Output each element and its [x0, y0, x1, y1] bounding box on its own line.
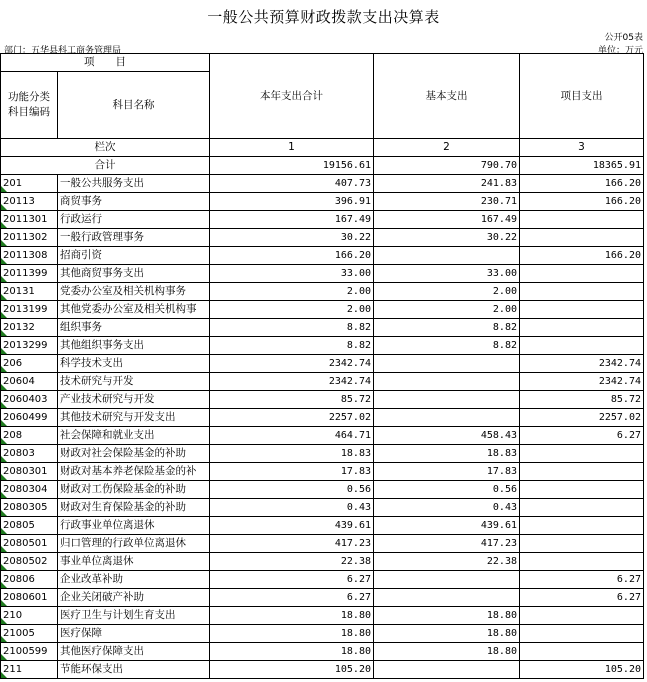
row-project: 2342.74: [520, 355, 644, 373]
row-code: 206: [1, 355, 58, 373]
row-name: 其他医疗保障支出: [58, 643, 210, 661]
table-row: [1, 625, 644, 643]
row-name: 财政对生育保险基金的补助: [58, 499, 210, 517]
row-code: 2080304: [1, 481, 58, 499]
table-row: [1, 661, 644, 679]
col-project-header: 项目支出: [520, 54, 644, 139]
row-code: 2100599: [1, 643, 58, 661]
row-name: 招商引资: [58, 247, 210, 265]
table-row: [1, 571, 644, 589]
row-name: 一般公共服务支出: [58, 175, 210, 193]
row-code: 2080502: [1, 553, 58, 571]
row-total: 0.56: [210, 481, 374, 499]
row-total: 105.20: [210, 661, 374, 679]
row-name: 技术研究与开发: [58, 373, 210, 391]
row-total: 18.80: [210, 625, 374, 643]
row-total: 8.82: [210, 337, 374, 355]
row-name: 医疗卫生与计划生育支出: [58, 607, 210, 625]
row-basic: 417.23: [374, 535, 520, 553]
row-code: 2013299: [1, 337, 58, 355]
row-code: 21005: [1, 625, 58, 643]
row-basic: 8.82: [374, 337, 520, 355]
row-code: 20132: [1, 319, 58, 337]
row-code: 20604: [1, 373, 58, 391]
row-project: 2342.74: [520, 373, 644, 391]
row-code: 2080501: [1, 535, 58, 553]
table-row: [1, 337, 644, 355]
table-row: [1, 319, 644, 337]
row-basic: [374, 409, 520, 427]
table-row: [1, 301, 644, 319]
row-basic: [374, 247, 520, 265]
row-name: 归口管理的行政单位离退休: [58, 535, 210, 553]
table-row: [1, 517, 644, 535]
row-basic: 0.56: [374, 481, 520, 499]
table-row: [1, 499, 644, 517]
row-total: 6.27: [210, 589, 374, 607]
form-code: 公开05表: [604, 33, 643, 43]
row-name: 财政对基本养老保险基金的补: [58, 463, 210, 481]
row-code: 20805: [1, 517, 58, 535]
row-name: 商贸事务: [58, 193, 210, 211]
total-project: 18365.91: [520, 157, 644, 175]
table-row: [1, 535, 644, 553]
table-row: [1, 409, 644, 427]
subject-name-header: 科目名称: [58, 72, 210, 139]
col-basic-header: 基本支出: [374, 54, 520, 139]
row-project: [520, 481, 644, 499]
row-basic: 2.00: [374, 301, 520, 319]
total-basic: 790.70: [374, 157, 520, 175]
row-project: [520, 445, 644, 463]
row-basic: 17.83: [374, 463, 520, 481]
row-project: [520, 499, 644, 517]
row-name: 行政事业单位离退休: [58, 517, 210, 535]
row-code: 20803: [1, 445, 58, 463]
item-group-header: 项 目: [1, 54, 210, 72]
lanci-label: 栏次: [1, 139, 210, 157]
row-name: 组织事务: [58, 319, 210, 337]
row-project: 166.20: [520, 247, 644, 265]
row-basic: 0.43: [374, 499, 520, 517]
row-project: 166.20: [520, 175, 644, 193]
table-row: [1, 463, 644, 481]
row-total: 2.00: [210, 301, 374, 319]
row-basic: [374, 661, 520, 679]
table-row: [1, 193, 644, 211]
row-project: 85.72: [520, 391, 644, 409]
row-name: 其他技术研究与开发支出: [58, 409, 210, 427]
row-name: 企业关闭破产补助: [58, 589, 210, 607]
row-project: [520, 625, 644, 643]
col-index-1: 1: [210, 139, 374, 157]
row-project: [520, 535, 644, 553]
row-basic: [374, 589, 520, 607]
row-name: 其他组织事务支出: [58, 337, 210, 355]
row-basic: 18.80: [374, 643, 520, 661]
row-total: 30.22: [210, 229, 374, 247]
row-total: 407.73: [210, 175, 374, 193]
row-total: 2.00: [210, 283, 374, 301]
table-row: [1, 607, 644, 625]
row-code: 2060403: [1, 391, 58, 409]
row-total: 167.49: [210, 211, 374, 229]
table-row: [1, 643, 644, 661]
row-basic: 8.82: [374, 319, 520, 337]
row-basic: [374, 373, 520, 391]
table-row: [1, 481, 644, 499]
table-row: [1, 265, 644, 283]
row-basic: 33.00: [374, 265, 520, 283]
row-code: 20113: [1, 193, 58, 211]
table-row: [1, 391, 644, 409]
row-code: 2080601: [1, 589, 58, 607]
row-total: 166.20: [210, 247, 374, 265]
row-project: [520, 265, 644, 283]
row-total: 85.72: [210, 391, 374, 409]
row-project: [520, 463, 644, 481]
table-row: [1, 373, 644, 391]
row-basic: [374, 391, 520, 409]
row-basic: [374, 355, 520, 373]
table-row: [1, 445, 644, 463]
row-code: 201: [1, 175, 58, 193]
row-name: 医疗保障: [58, 625, 210, 643]
row-basic: 241.83: [374, 175, 520, 193]
row-name: 行政运行: [58, 211, 210, 229]
row-project: [520, 337, 644, 355]
row-project: [520, 211, 644, 229]
expenditure-table: [0, 53, 644, 679]
row-total: 18.80: [210, 643, 374, 661]
row-code: 2080301: [1, 463, 58, 481]
row-project: 6.27: [520, 427, 644, 445]
col-total-header: 本年支出合计: [210, 54, 374, 139]
row-basic: 439.61: [374, 517, 520, 535]
row-total: 439.61: [210, 517, 374, 535]
unit-label: 单位：万元: [597, 46, 643, 56]
row-project: [520, 517, 644, 535]
row-name: 产业技术研究与开发: [58, 391, 210, 409]
table-row: [1, 589, 644, 607]
row-name: 党委办公室及相关机构事务: [58, 283, 210, 301]
total-sum: 19156.61: [210, 157, 374, 175]
col-index-2: 2: [374, 139, 520, 157]
row-project: [520, 283, 644, 301]
table-row: [1, 175, 644, 193]
row-basic: 458.43: [374, 427, 520, 445]
row-code: 2011301: [1, 211, 58, 229]
row-name: 其他商贸事务支出: [58, 265, 210, 283]
row-code: 2013199: [1, 301, 58, 319]
row-basic: 18.83: [374, 445, 520, 463]
row-code: 211: [1, 661, 58, 679]
row-total: 6.27: [210, 571, 374, 589]
row-total: 2342.74: [210, 373, 374, 391]
table-row: [1, 211, 644, 229]
department-label: 部门：五华县科工商务管理局: [4, 46, 122, 56]
row-project: [520, 229, 644, 247]
page-title: 一般公共预算财政拨款支出决算表: [207, 8, 440, 26]
row-code: 20131: [1, 283, 58, 301]
row-name: 企业改革补助: [58, 571, 210, 589]
row-code: 2011308: [1, 247, 58, 265]
row-project: 6.27: [520, 589, 644, 607]
row-name: 财政对社会保险基金的补助: [58, 445, 210, 463]
row-code: 208: [1, 427, 58, 445]
row-total: 2257.02: [210, 409, 374, 427]
table-row: [1, 229, 644, 247]
row-code: 2011399: [1, 265, 58, 283]
row-code: 2080305: [1, 499, 58, 517]
row-project: [520, 319, 644, 337]
row-project: [520, 553, 644, 571]
row-project: [520, 607, 644, 625]
row-total: 8.82: [210, 319, 374, 337]
row-total: 17.83: [210, 463, 374, 481]
row-total: 464.71: [210, 427, 374, 445]
row-basic: 18.80: [374, 607, 520, 625]
row-total: 417.23: [210, 535, 374, 553]
row-code: 20806: [1, 571, 58, 589]
row-basic: 167.49: [374, 211, 520, 229]
row-project: [520, 643, 644, 661]
row-code: 2060499: [1, 409, 58, 427]
row-total: 2342.74: [210, 355, 374, 373]
total-row: [1, 157, 644, 175]
row-basic: 22.38: [374, 553, 520, 571]
row-name: 一般行政管理事务: [58, 229, 210, 247]
row-name: 其他党委办公室及相关机构事: [58, 301, 210, 319]
row-total: 22.38: [210, 553, 374, 571]
row-project: 2257.02: [520, 409, 644, 427]
row-total: 18.83: [210, 445, 374, 463]
row-project: 6.27: [520, 571, 644, 589]
row-total: 33.00: [210, 265, 374, 283]
table-row: [1, 553, 644, 571]
row-name: 社会保障和就业支出: [58, 427, 210, 445]
row-name: 事业单位离退休: [58, 553, 210, 571]
table-row: [1, 247, 644, 265]
col-index-3: 3: [520, 139, 644, 157]
row-code: 2011302: [1, 229, 58, 247]
row-name: 节能环保支出: [58, 661, 210, 679]
row-basic: 2.00: [374, 283, 520, 301]
row-name: 科学技术支出: [58, 355, 210, 373]
row-code: 210: [1, 607, 58, 625]
row-total: 396.91: [210, 193, 374, 211]
row-basic: 18.80: [374, 625, 520, 643]
row-name: 财政对工伤保险基金的补助: [58, 481, 210, 499]
row-basic: 230.71: [374, 193, 520, 211]
row-total: 0.43: [210, 499, 374, 517]
row-project: [520, 301, 644, 319]
row-project: 105.20: [520, 661, 644, 679]
table-row: [1, 427, 644, 445]
table-row: [1, 283, 644, 301]
total-label: 合计: [1, 157, 210, 175]
row-project: 166.20: [520, 193, 644, 211]
row-basic: 30.22: [374, 229, 520, 247]
row-basic: [374, 571, 520, 589]
row-total: 18.80: [210, 607, 374, 625]
table-row: [1, 355, 644, 373]
func-code-header: 功能分类 科目编码: [1, 72, 58, 139]
